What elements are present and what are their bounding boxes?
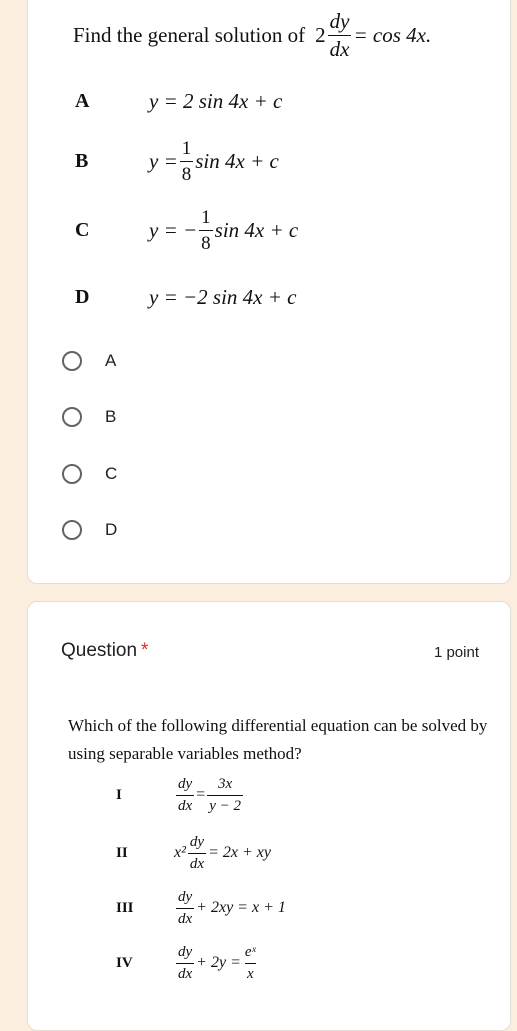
equation-ii-row: [116, 828, 476, 878]
question-1-equation: [315, 11, 431, 60]
one-eighth-fraction: $\frac{1}{8}$: [201, 206, 211, 254]
question-card-2: [27, 601, 511, 1031]
dy-dx-fraction: $\frac{dy}{dx}$: [178, 888, 193, 927]
radio-option-d[interactable]: [62, 510, 362, 550]
equation-iii-expression: $\frac{dy}{dx}$ + 2xy = x + 1: [178, 888, 286, 927]
dy-dx-fraction: $\frac{dy}{dx}$: [178, 775, 193, 814]
equation-iv-expression: $\frac{dy}{dx}$ + 2y = $\frac{\text{eˣ}}{x}$: [178, 943, 256, 982]
equation-label: IV: [116, 954, 133, 971]
radio-button[interactable]: [62, 464, 82, 484]
dy-dx-fraction: $\frac{dy}{dx}$: [178, 943, 193, 982]
option-letter: C: [75, 218, 90, 241]
equation-label: I: [116, 786, 122, 803]
question-points: 1 point: [433, 644, 479, 661]
equation-label: II: [116, 844, 128, 861]
radio-option-b[interactable]: [62, 397, 362, 437]
option-letter: B: [75, 149, 89, 172]
option-d-row: [75, 271, 495, 323]
equation-rhs: = cos 4x.: [353, 23, 432, 47]
equation-label: III: [116, 899, 134, 916]
equation-ii-expression: x² $\frac{dy}{dx}$ = 2x + xy: [174, 833, 271, 872]
option-letter: A: [75, 89, 90, 112]
option-c-expression: y = − $\frac{1}{8}$ sin 4x + c: [149, 206, 299, 254]
question-2-stem: Which of the following differential equation can be solved by using separable variables method?: [68, 716, 488, 763]
dy-dx-fraction: $\frac{dy}{dx}$: [189, 833, 205, 872]
radio-label: D: [105, 520, 118, 539]
question-card-1: [27, 0, 511, 584]
option-b-expression: y = $\frac{1}{8}$ sin 4x + c: [149, 137, 279, 185]
option-c-row: [75, 204, 495, 256]
radio-option-a[interactable]: [62, 341, 362, 381]
equation-iv-row: [116, 938, 476, 988]
option-a-expression: y = 2 sin 4x + c: [149, 88, 283, 113]
radio-label: A: [105, 351, 117, 370]
option-letter: D: [75, 285, 90, 308]
radio-label: B: [105, 407, 117, 426]
radio-button[interactable]: [62, 351, 82, 371]
radio-button[interactable]: [62, 520, 82, 540]
question-1-stem-text: Find the general solution of: [73, 23, 306, 47]
option-d-expression: y = −2 sin 4x + c: [149, 284, 297, 309]
question-1-stem: [73, 11, 431, 60]
radio-label: C: [105, 464, 118, 483]
equation-coefficient: 2: [315, 23, 326, 47]
equation-iii-row: [116, 883, 476, 933]
radio-option-c[interactable]: [62, 454, 362, 494]
equation-i-expression: $\frac{dy}{dx}$ = $\frac{3x}{y - 2}$: [178, 775, 241, 814]
equation-i-row: [116, 770, 476, 820]
question-title: Question *: [61, 640, 149, 661]
dy-dx-fraction: $\frac{dy}{dx}$: [329, 9, 350, 61]
rhs-fraction: $\frac{3x}{y - 2}$: [209, 775, 241, 814]
one-eighth-fraction: $\frac{1}{8}$: [181, 137, 192, 185]
option-a-row: [75, 75, 495, 127]
radio-button[interactable]: [62, 407, 82, 427]
rhs-fraction: $\frac{\text{eˣ}}{x}$: [244, 943, 256, 982]
option-b-row: [75, 135, 495, 187]
required-asterisk: *: [141, 640, 149, 661]
